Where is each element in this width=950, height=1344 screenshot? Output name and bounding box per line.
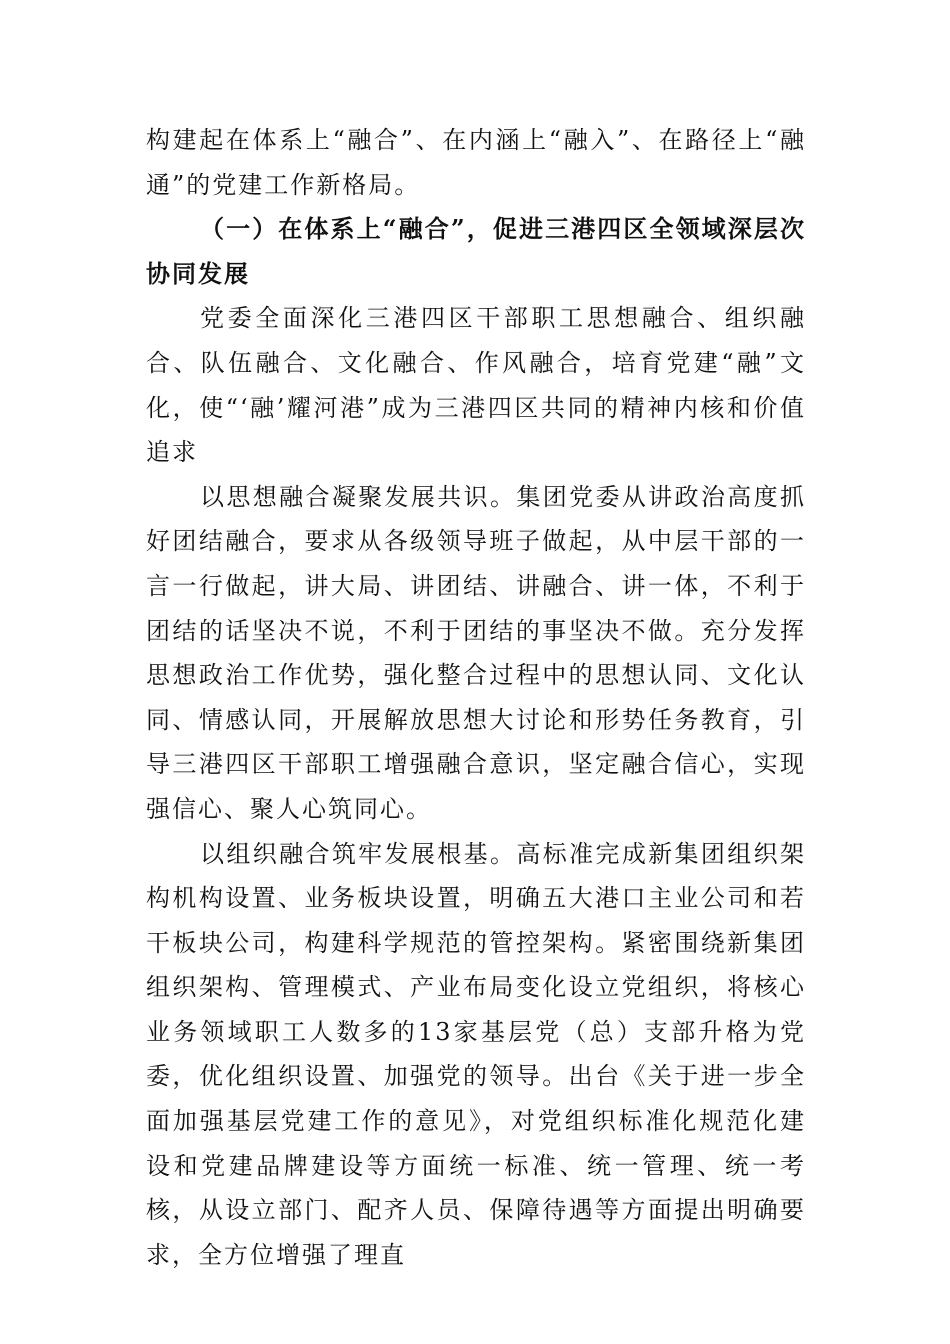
paragraph-summary: 党委全面深化三港四区干部职工思想融合、组织融合、队伍融合、文化融合、作风融合，培育党建“融”文化，使“‘融’耀河港”成为三港四区共同的精神内核和价值追求 (146, 304, 806, 467)
section-heading: （一）在体系上“融合”，促进三港四区全领域深层次协同发展 (146, 214, 806, 288)
paragraph-intro-continuation: 构建起在体系上“融合”、在内涵上“融入”、在路径上“融通”的党建工作新格局。 (146, 126, 806, 199)
paragraph-ideological-integration: 以思想融合凝聚发展共识。集团党委从讲政治高度抓好团结融合，要求从各级领导班子做起，从中层干部的一言一行做起，讲大局、讲团结、讲融合、讲一体，不利于团结的话坚决不说，不利于团结的事坚决不做。充分发挥思想政治工作优势，强化整合过程中的思想认同、文化认同、情感认同，开展解放思想大讨论和形势任务教育，引导三港四区干部职工增强融合意识，坚定融合信心，实现强信心、聚人心筑同心。 (146, 482, 806, 823)
document-body (146, 118, 806, 1277)
paragraph-organizational-integration: 以组织融合筑牢发展根基。高标准完成新集团组织架构机构设置、业务板块设置，明确五大港口主业公司和若干板块公司，构建科学规范的管控架构。紧密围绕新集团组织架构、管理模式、产业布局变化设立党组织，将核心业务领域职工人数多的13家基层党（总）支部升格为党委，优化组织设置、加强党的领导。出台《关于进一步全面加强基层党建工作的意见》，对党组织标准化规范化建设和党建品牌建设等方面统一标准、统一管理、统一考核，从设立部门、配齐人员、保障待遇等方面提出明确要求，全方位增强了理直 (146, 839, 806, 1269)
